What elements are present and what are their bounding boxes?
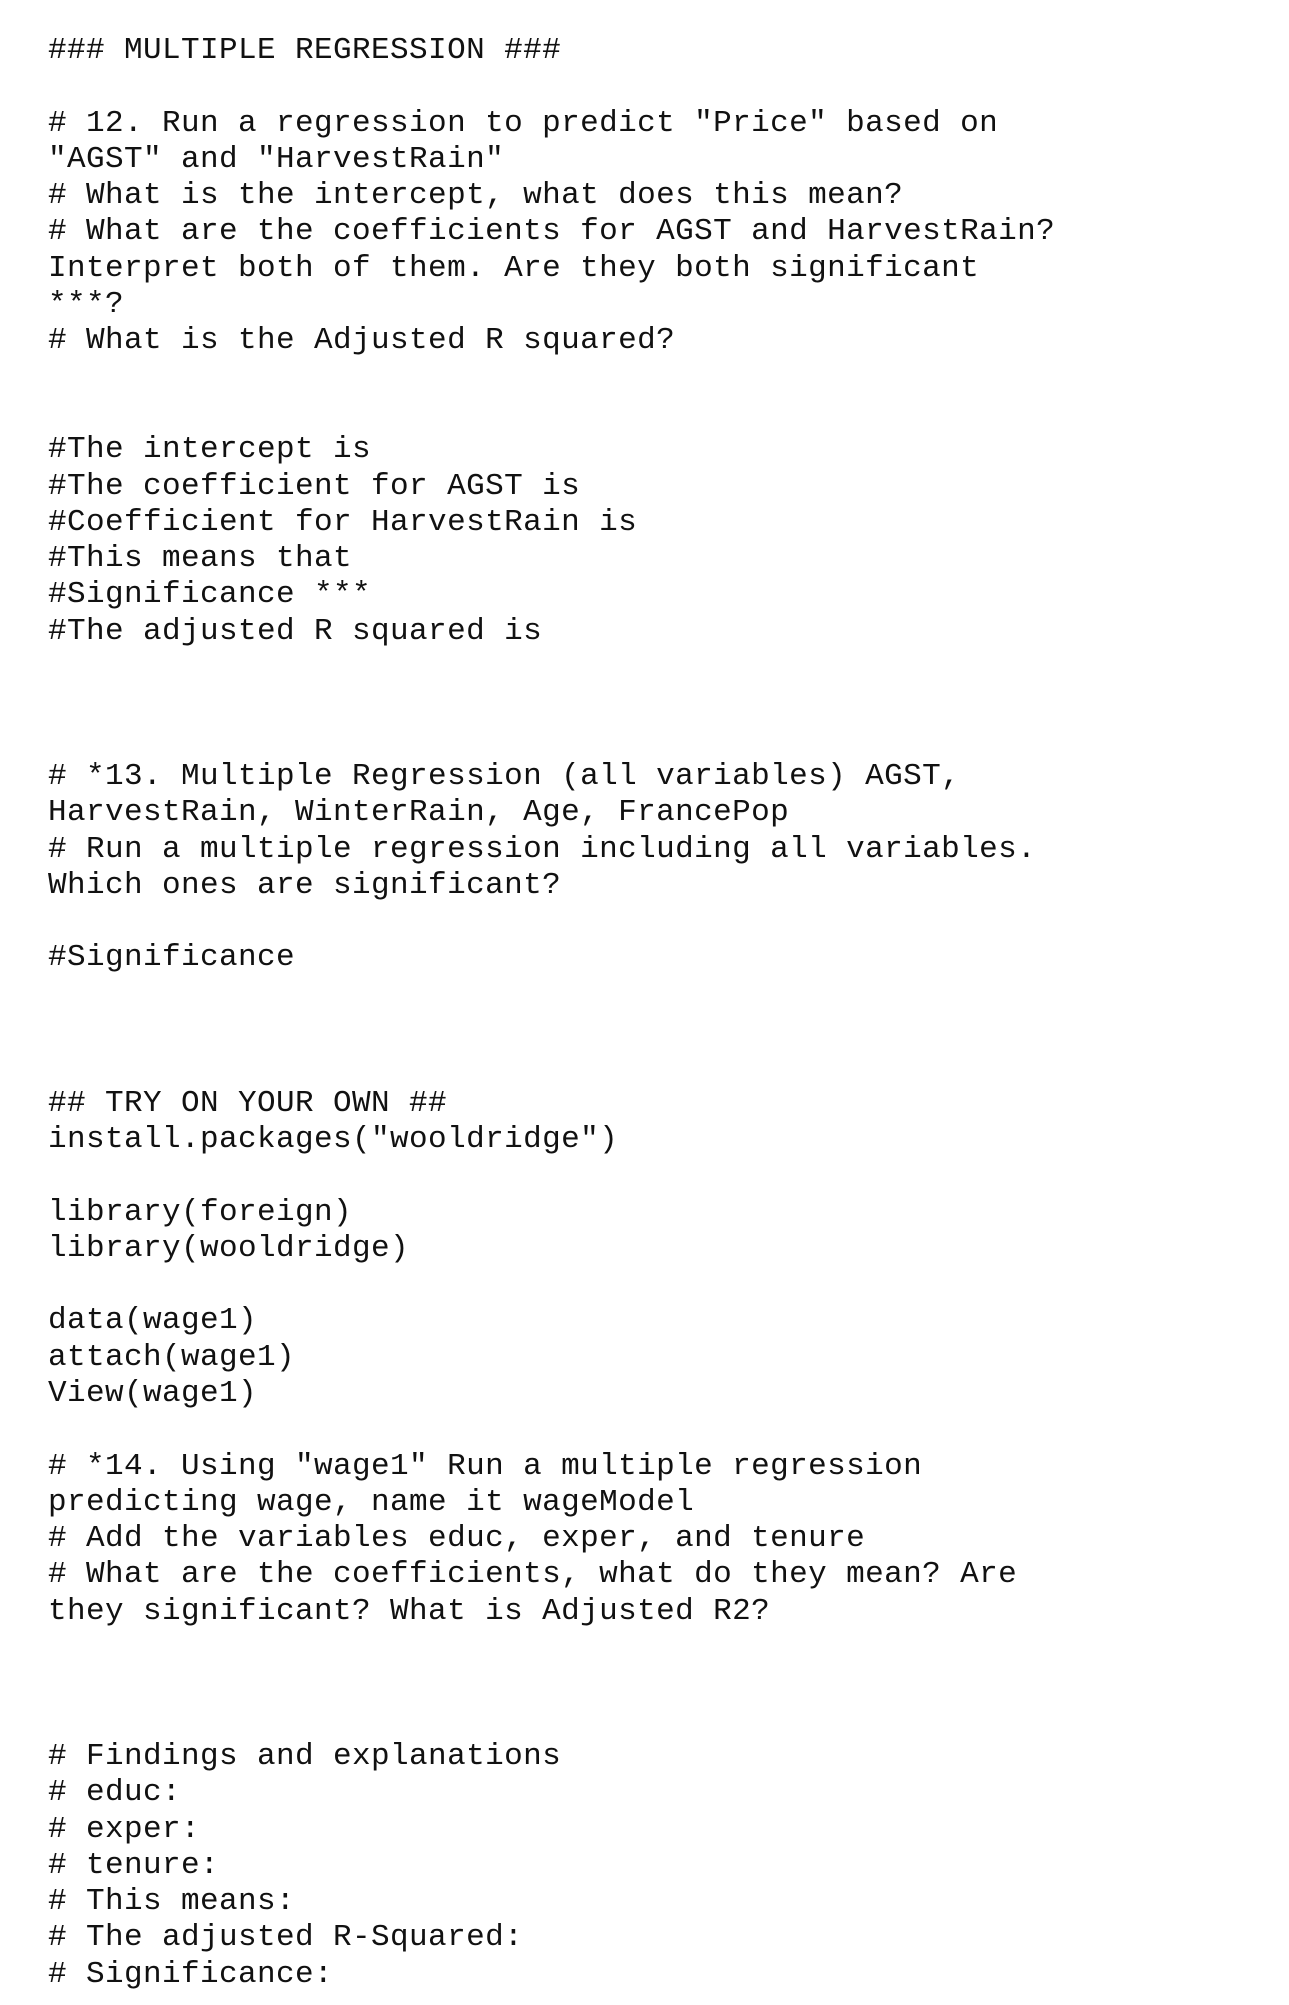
answer-line: #The coefficient for AGST is — [48, 468, 581, 504]
code-line: attach(wage1) — [48, 1339, 296, 1375]
answer-line: # Significance: — [48, 1956, 334, 1992]
answer-line: # Findings and explanations — [48, 1738, 562, 1774]
blank-line — [48, 1013, 1268, 1049]
blank-line — [48, 1049, 1268, 1085]
blank-line — [48, 650, 1268, 686]
comment-line: # What are the coefficients, what do they mean? Are — [48, 1557, 1018, 1593]
comment-line: # What is the intercept, what does this mean? — [48, 178, 904, 214]
comment-line: HarvestRain, WinterRain, Age, FrancePop — [48, 795, 790, 831]
answer-line: #Coefficient for HarvestRain is — [48, 504, 638, 540]
blank-line — [48, 69, 1268, 105]
answer-line: # educ: — [48, 1775, 182, 1811]
comment-line: # What is the Adjusted R squared? — [48, 323, 676, 359]
section-heading: ### MULTIPLE REGRESSION ### — [48, 33, 562, 68]
blank-line — [48, 1158, 1268, 1194]
answer-line: # This means: — [48, 1884, 296, 1920]
blank-line — [48, 1666, 1268, 1702]
answer-line: #Significance *** — [48, 577, 372, 613]
blank-line — [48, 686, 1268, 722]
comment-line: predicting wage, name it wageModel — [48, 1484, 695, 1520]
code-line: library(foreign) — [48, 1194, 353, 1230]
blank-line — [48, 904, 1268, 940]
comment-line: # *14. Using "wage1" Run a multiple regression — [48, 1448, 923, 1484]
comment-line: # Run a multiple regression including all variables. — [48, 831, 1037, 867]
comment-line: # Add the variables educ, exper, and tenure — [48, 1521, 866, 1557]
comment-line: "AGST" and "HarvestRain" — [48, 141, 505, 177]
blank-line — [48, 723, 1268, 759]
comment-line: ***? — [48, 287, 125, 323]
comment-line: they significant? What is Adjusted R2? — [48, 1593, 771, 1629]
code-line: data(wage1) — [48, 1303, 258, 1339]
answer-line: # tenure: — [48, 1847, 220, 1883]
blank-line — [48, 1703, 1268, 1739]
comment-line: # *13. Multiple Regression (all variables) AGST, — [48, 758, 961, 794]
comment-line: # What are the coefficients for AGST and HarvestRain? — [48, 214, 1056, 250]
answer-line: # exper: — [48, 1811, 201, 1847]
answer-line: #This means that — [48, 541, 353, 577]
section-heading: ## TRY ON YOUR OWN ## — [48, 1085, 448, 1121]
code-line: View(wage1) — [48, 1375, 258, 1411]
comment-line: # 12. Run a regression to predict "Price" based on — [48, 105, 999, 141]
answer-line: #The adjusted R squared is — [48, 613, 543, 649]
blank-line — [48, 396, 1268, 432]
code-line: library(wooldridge) — [48, 1230, 410, 1266]
code-document — [48, 33, 1268, 1993]
answer-line: #Significance — [48, 940, 296, 976]
answer-line: #The intercept is — [48, 432, 372, 468]
code-line: install.packages("wooldridge") — [48, 1121, 619, 1157]
blank-line — [48, 1412, 1268, 1448]
blank-line — [48, 977, 1268, 1013]
blank-line — [48, 1630, 1268, 1666]
comment-line: Interpret both of them. Are they both significant — [48, 250, 980, 286]
blank-line — [48, 360, 1268, 396]
comment-line: Which ones are significant? — [48, 867, 562, 903]
answer-line: # The adjusted R-Squared: — [48, 1920, 524, 1956]
blank-line — [48, 1267, 1268, 1303]
